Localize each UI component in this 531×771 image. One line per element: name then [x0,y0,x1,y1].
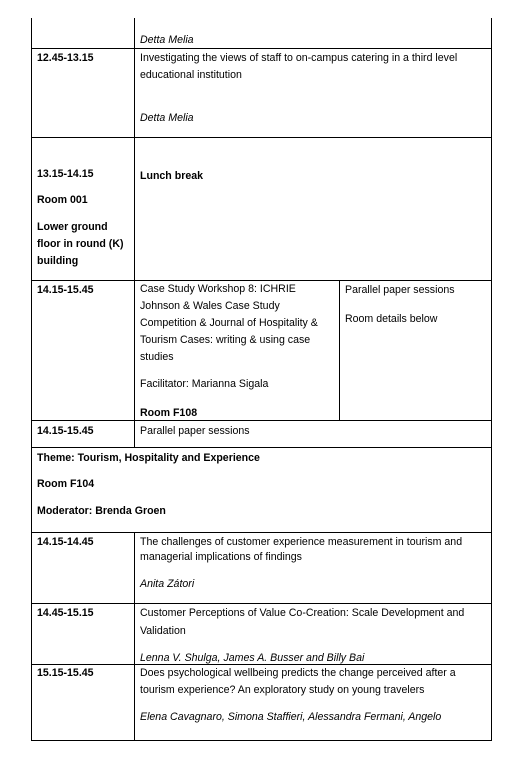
session-time: 14.15-15.45 [37,425,94,437]
workshop-title-line: Case Study Workshop 8: ICHRIE [140,283,296,295]
row-divider [31,420,492,421]
session-time: 15.15-15.45 [37,667,94,679]
session-time: 13.15-14.15 [37,168,94,180]
room-label: Room F108 [140,407,198,419]
facilitator: Facilitator: Marianna Sigala [140,378,269,390]
row-divider [31,532,492,533]
location-line: building [37,255,79,267]
session-author: Anita Zátori [140,578,195,590]
column-divider-parallel [339,280,340,420]
session-author: Detta Melia [140,34,194,46]
workshop-title-line: studies [140,351,174,363]
room-label: Room 001 [37,194,88,206]
room-label: Room F104 [37,478,95,490]
session-title: managerial implications of findings [140,551,302,563]
table-border-left [31,18,32,741]
table-border-right [491,18,492,741]
theme-heading: Theme: Tourism, Hospitality and Experience [37,452,260,464]
session-event: Lunch break [140,170,203,182]
session-author: Elena Cavagnaro, Simona Staffieri, Alessandra Fermani, Angelo [140,711,442,723]
session-time: 14.45-15.15 [37,607,94,619]
session-author: Lenna V. Shulga, James A. Busser and Billy Bai [140,652,365,664]
session-title: Does psychological wellbeing predicts the change perceived after a [140,667,456,679]
session-title: tourism experience? An exploratory study on young travelers [140,684,425,696]
location-line: floor in round (K) [37,238,124,250]
row-divider [31,447,492,448]
column-divider [134,532,135,741]
column-divider [134,18,135,447]
row-divider [31,48,492,49]
workshop-title-line: Tourism Cases: writing & using case [140,334,311,346]
session-title: Investigating the views of staff to on-campus catering in a third level [140,52,458,64]
workshop-title-line: Johnson & Wales Case Study [140,300,280,312]
row-divider [31,137,492,138]
session-time: 14.15-14.45 [37,536,94,548]
session-time: 12.45-13.15 [37,52,94,64]
row-divider [31,603,492,604]
parallel-sessions-label: Parallel paper sessions [345,284,455,296]
session-title: Customer Perceptions of Value Co-Creation: Scale Development and [140,607,465,619]
location-line: Lower ground [37,221,108,233]
session-title: educational institution [140,69,242,81]
session-title: The challenges of customer experience measurement in tourism and [140,536,463,548]
session-author: Detta Melia [140,112,194,124]
moderator: Moderator: Brenda Groen [37,505,166,517]
session-time: 14.15-15.45 [37,284,94,296]
row-divider [31,740,492,741]
workshop-title-line: Competition & Journal of Hospitality & [140,317,318,329]
session-title: Validation [140,625,186,637]
session-event: Parallel paper sessions [140,425,250,437]
room-details-label: Room details below [345,313,438,325]
